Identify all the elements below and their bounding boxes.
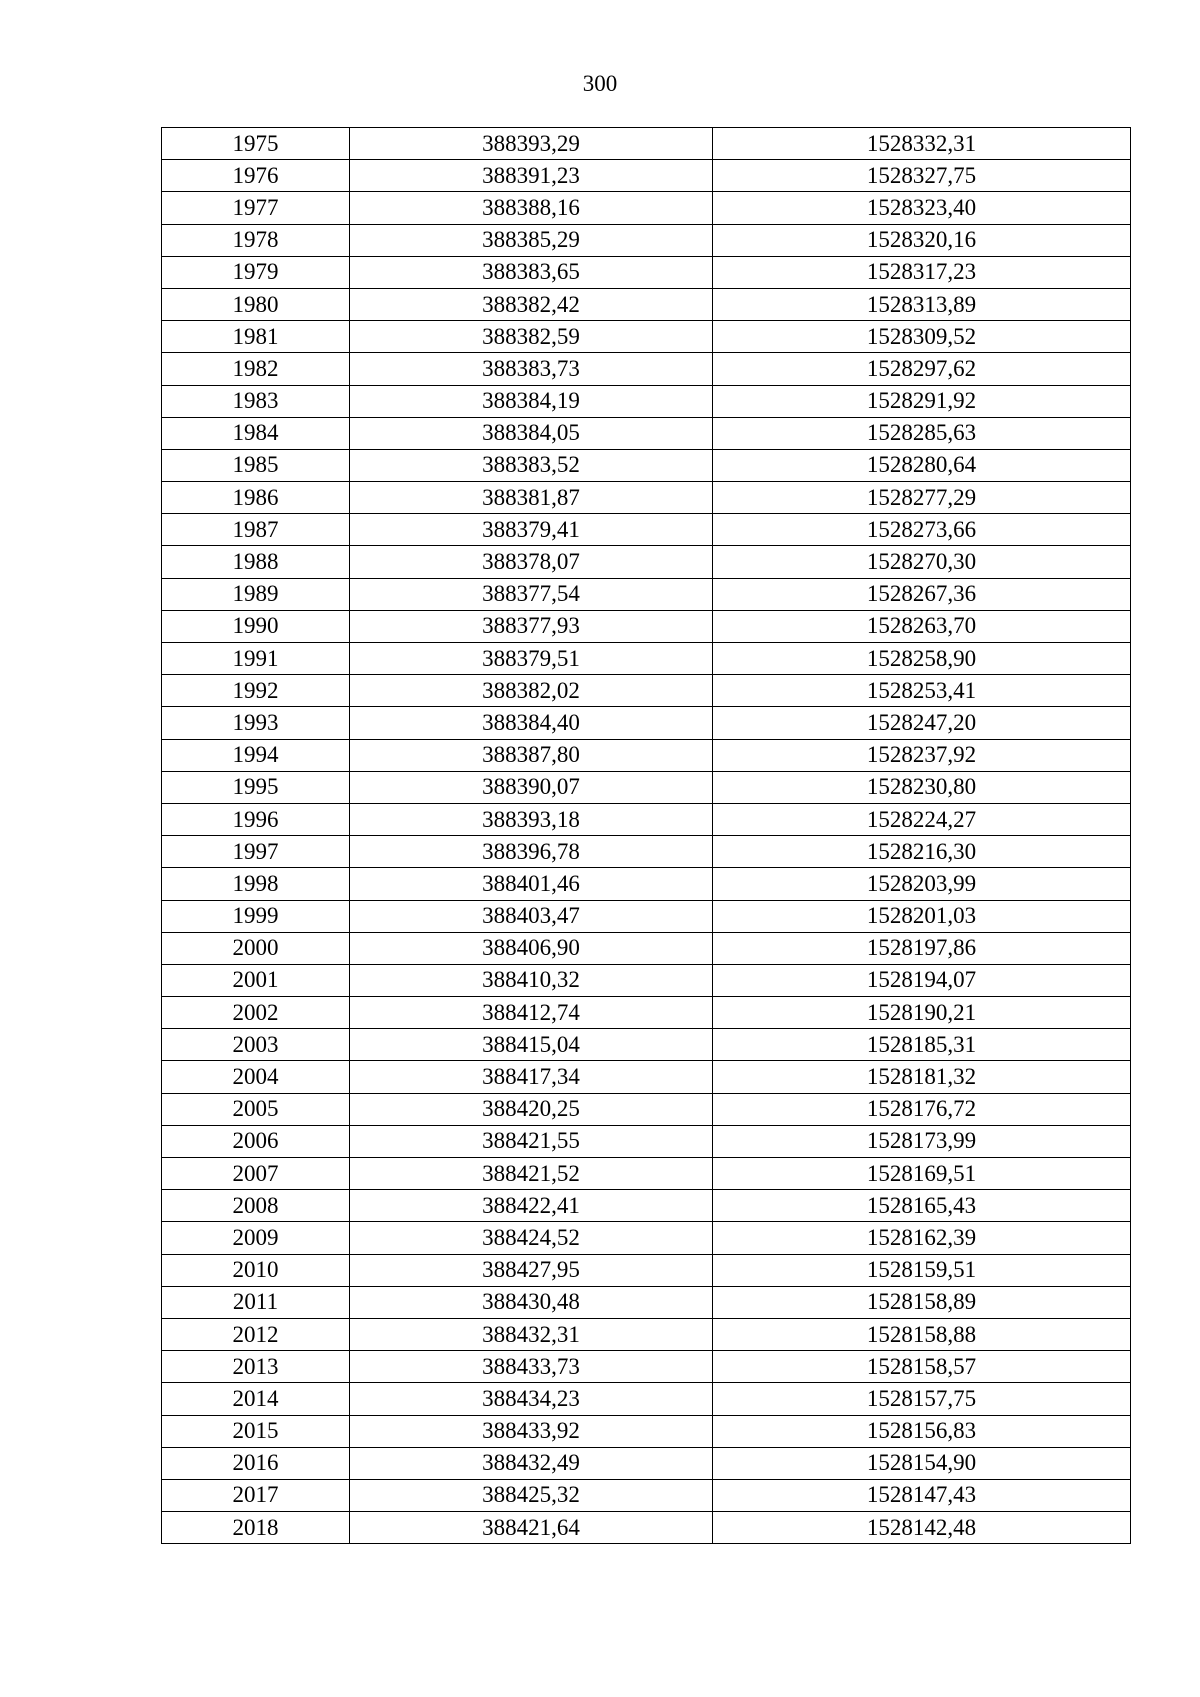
table-row bbox=[162, 514, 1131, 546]
point-number-cell: 2009 bbox=[162, 1222, 350, 1254]
table-row bbox=[162, 546, 1131, 578]
table-row bbox=[162, 707, 1131, 739]
x-coordinate-cell: 388383,73 bbox=[350, 353, 713, 385]
y-coordinate-cell: 1528159,51 bbox=[713, 1254, 1131, 1286]
table-row bbox=[162, 675, 1131, 707]
point-number-cell: 1992 bbox=[162, 675, 350, 707]
y-coordinate-cell: 1528313,89 bbox=[713, 288, 1131, 320]
table-row bbox=[162, 1447, 1131, 1479]
table-row bbox=[162, 1254, 1131, 1286]
x-coordinate-cell: 388382,42 bbox=[350, 288, 713, 320]
x-coordinate-cell: 388383,52 bbox=[350, 449, 713, 481]
y-coordinate-cell: 1528176,72 bbox=[713, 1093, 1131, 1125]
y-coordinate-cell: 1528285,63 bbox=[713, 417, 1131, 449]
table-row bbox=[162, 1093, 1131, 1125]
y-coordinate-cell: 1528309,52 bbox=[713, 321, 1131, 353]
y-coordinate-cell: 1528280,64 bbox=[713, 449, 1131, 481]
y-coordinate-cell: 1528158,57 bbox=[713, 1351, 1131, 1383]
point-number-cell: 2018 bbox=[162, 1512, 350, 1544]
table-row bbox=[162, 1415, 1131, 1447]
y-coordinate-cell: 1528317,23 bbox=[713, 256, 1131, 288]
point-number-cell: 1985 bbox=[162, 449, 350, 481]
table-row bbox=[162, 643, 1131, 675]
point-number-cell: 1990 bbox=[162, 610, 350, 642]
y-coordinate-cell: 1528267,36 bbox=[713, 578, 1131, 610]
point-number-cell: 2005 bbox=[162, 1093, 350, 1125]
x-coordinate-cell: 388417,34 bbox=[350, 1061, 713, 1093]
x-coordinate-cell: 388391,23 bbox=[350, 160, 713, 192]
y-coordinate-cell: 1528185,31 bbox=[713, 1029, 1131, 1061]
y-coordinate-cell: 1528323,40 bbox=[713, 192, 1131, 224]
y-coordinate-cell: 1528273,66 bbox=[713, 514, 1131, 546]
point-number-cell: 1997 bbox=[162, 836, 350, 868]
y-coordinate-cell: 1528197,86 bbox=[713, 932, 1131, 964]
y-coordinate-cell: 1528203,99 bbox=[713, 868, 1131, 900]
y-coordinate-cell: 1528253,41 bbox=[713, 675, 1131, 707]
x-coordinate-cell: 388427,95 bbox=[350, 1254, 713, 1286]
point-number-cell: 2017 bbox=[162, 1479, 350, 1511]
point-number-cell: 1978 bbox=[162, 224, 350, 256]
table-row bbox=[162, 1351, 1131, 1383]
table-row bbox=[162, 1286, 1131, 1318]
x-coordinate-cell: 388385,29 bbox=[350, 224, 713, 256]
table-row bbox=[162, 128, 1131, 160]
y-coordinate-cell: 1528247,20 bbox=[713, 707, 1131, 739]
point-number-cell: 1987 bbox=[162, 514, 350, 546]
y-coordinate-cell: 1528154,90 bbox=[713, 1447, 1131, 1479]
point-number-cell: 1975 bbox=[162, 128, 350, 160]
table-row bbox=[162, 964, 1131, 996]
point-number-cell: 2010 bbox=[162, 1254, 350, 1286]
x-coordinate-cell: 388393,29 bbox=[350, 128, 713, 160]
table-row bbox=[162, 224, 1131, 256]
y-coordinate-cell: 1528237,92 bbox=[713, 739, 1131, 771]
point-number-cell: 1984 bbox=[162, 417, 350, 449]
y-coordinate-cell: 1528173,99 bbox=[713, 1125, 1131, 1157]
point-number-cell: 1982 bbox=[162, 353, 350, 385]
point-number-cell: 2006 bbox=[162, 1125, 350, 1157]
table-row bbox=[162, 160, 1131, 192]
point-number-cell: 1994 bbox=[162, 739, 350, 771]
x-coordinate-cell: 388377,93 bbox=[350, 610, 713, 642]
point-number-cell: 1980 bbox=[162, 288, 350, 320]
table-row bbox=[162, 288, 1131, 320]
x-coordinate-cell: 388379,41 bbox=[350, 514, 713, 546]
table-row bbox=[162, 836, 1131, 868]
point-number-cell: 1998 bbox=[162, 868, 350, 900]
table-row bbox=[162, 1512, 1131, 1544]
x-coordinate-cell: 388384,05 bbox=[350, 417, 713, 449]
x-coordinate-cell: 388378,07 bbox=[350, 546, 713, 578]
table-row bbox=[162, 192, 1131, 224]
point-number-cell: 2008 bbox=[162, 1190, 350, 1222]
table-row bbox=[162, 803, 1131, 835]
x-coordinate-cell: 388432,31 bbox=[350, 1318, 713, 1350]
x-coordinate-cell: 388434,23 bbox=[350, 1383, 713, 1415]
y-coordinate-cell: 1528291,92 bbox=[713, 385, 1131, 417]
point-number-cell: 1977 bbox=[162, 192, 350, 224]
y-coordinate-cell: 1528165,43 bbox=[713, 1190, 1131, 1222]
point-number-cell: 1989 bbox=[162, 578, 350, 610]
y-coordinate-cell: 1528230,80 bbox=[713, 771, 1131, 803]
point-number-cell: 1996 bbox=[162, 803, 350, 835]
table-row bbox=[162, 1125, 1131, 1157]
x-coordinate-cell: 388406,90 bbox=[350, 932, 713, 964]
point-number-cell: 2003 bbox=[162, 1029, 350, 1061]
x-coordinate-cell: 388420,25 bbox=[350, 1093, 713, 1125]
point-number-cell: 1988 bbox=[162, 546, 350, 578]
x-coordinate-cell: 388433,73 bbox=[350, 1351, 713, 1383]
y-coordinate-cell: 1528181,32 bbox=[713, 1061, 1131, 1093]
x-coordinate-cell: 388387,80 bbox=[350, 739, 713, 771]
table-row bbox=[162, 417, 1131, 449]
table-row bbox=[162, 1029, 1131, 1061]
x-coordinate-cell: 388390,07 bbox=[350, 771, 713, 803]
coordinates-table bbox=[161, 127, 1131, 1544]
table-row bbox=[162, 353, 1131, 385]
x-coordinate-cell: 388415,04 bbox=[350, 1029, 713, 1061]
x-coordinate-cell: 388382,59 bbox=[350, 321, 713, 353]
point-number-cell: 2014 bbox=[162, 1383, 350, 1415]
x-coordinate-cell: 388424,52 bbox=[350, 1222, 713, 1254]
table-row bbox=[162, 578, 1131, 610]
x-coordinate-cell: 388382,02 bbox=[350, 675, 713, 707]
x-coordinate-cell: 388433,92 bbox=[350, 1415, 713, 1447]
y-coordinate-cell: 1528320,16 bbox=[713, 224, 1131, 256]
y-coordinate-cell: 1528158,89 bbox=[713, 1286, 1131, 1318]
y-coordinate-cell: 1528190,21 bbox=[713, 997, 1131, 1029]
x-coordinate-cell: 388410,32 bbox=[350, 964, 713, 996]
y-coordinate-cell: 1528277,29 bbox=[713, 482, 1131, 514]
y-coordinate-cell: 1528270,30 bbox=[713, 546, 1131, 578]
y-coordinate-cell: 1528224,27 bbox=[713, 803, 1131, 835]
y-coordinate-cell: 1528162,39 bbox=[713, 1222, 1131, 1254]
y-coordinate-cell: 1528297,62 bbox=[713, 353, 1131, 385]
table-row bbox=[162, 1222, 1131, 1254]
point-number-cell: 2015 bbox=[162, 1415, 350, 1447]
point-number-cell: 2012 bbox=[162, 1318, 350, 1350]
x-coordinate-cell: 388381,87 bbox=[350, 482, 713, 514]
point-number-cell: 1986 bbox=[162, 482, 350, 514]
y-coordinate-cell: 1528158,88 bbox=[713, 1318, 1131, 1350]
point-number-cell: 1976 bbox=[162, 160, 350, 192]
x-coordinate-cell: 388421,52 bbox=[350, 1158, 713, 1190]
y-coordinate-cell: 1528157,75 bbox=[713, 1383, 1131, 1415]
x-coordinate-cell: 388422,41 bbox=[350, 1190, 713, 1222]
x-coordinate-cell: 388396,78 bbox=[350, 836, 713, 868]
table-row bbox=[162, 482, 1131, 514]
table-row bbox=[162, 1318, 1131, 1350]
table-row bbox=[162, 739, 1131, 771]
x-coordinate-cell: 388388,16 bbox=[350, 192, 713, 224]
x-coordinate-cell: 388432,49 bbox=[350, 1447, 713, 1479]
table-row bbox=[162, 1190, 1131, 1222]
point-number-cell: 2011 bbox=[162, 1286, 350, 1318]
x-coordinate-cell: 388384,40 bbox=[350, 707, 713, 739]
x-coordinate-cell: 388393,18 bbox=[350, 803, 713, 835]
table-row bbox=[162, 997, 1131, 1029]
table-row bbox=[162, 900, 1131, 932]
point-number-cell: 2004 bbox=[162, 1061, 350, 1093]
x-coordinate-cell: 388425,32 bbox=[350, 1479, 713, 1511]
point-number-cell: 1983 bbox=[162, 385, 350, 417]
table-row bbox=[162, 1383, 1131, 1415]
x-coordinate-cell: 388403,47 bbox=[350, 900, 713, 932]
table-row bbox=[162, 771, 1131, 803]
table-row bbox=[162, 610, 1131, 642]
x-coordinate-cell: 388430,48 bbox=[350, 1286, 713, 1318]
point-number-cell: 1993 bbox=[162, 707, 350, 739]
point-number-cell: 2016 bbox=[162, 1447, 350, 1479]
x-coordinate-cell: 388379,51 bbox=[350, 643, 713, 675]
x-coordinate-cell: 388412,74 bbox=[350, 997, 713, 1029]
table-row bbox=[162, 1061, 1131, 1093]
page-number: 300 bbox=[582, 71, 618, 96]
y-coordinate-cell: 1528263,70 bbox=[713, 610, 1131, 642]
y-coordinate-cell: 1528201,03 bbox=[713, 900, 1131, 932]
x-coordinate-cell: 388401,46 bbox=[350, 868, 713, 900]
point-number-cell: 1991 bbox=[162, 643, 350, 675]
point-number-cell: 2007 bbox=[162, 1158, 350, 1190]
table-row bbox=[162, 868, 1131, 900]
y-coordinate-cell: 1528142,48 bbox=[713, 1512, 1131, 1544]
table-row bbox=[162, 321, 1131, 353]
y-coordinate-cell: 1528258,90 bbox=[713, 643, 1131, 675]
x-coordinate-cell: 388421,64 bbox=[350, 1512, 713, 1544]
x-coordinate-cell: 388421,55 bbox=[350, 1125, 713, 1157]
table-row bbox=[162, 932, 1131, 964]
point-number-cell: 1981 bbox=[162, 321, 350, 353]
x-coordinate-cell: 388377,54 bbox=[350, 578, 713, 610]
coordinates-table-body bbox=[162, 128, 1131, 1544]
y-coordinate-cell: 1528147,43 bbox=[713, 1479, 1131, 1511]
y-coordinate-cell: 1528332,31 bbox=[713, 128, 1131, 160]
y-coordinate-cell: 1528327,75 bbox=[713, 160, 1131, 192]
table-row bbox=[162, 1479, 1131, 1511]
y-coordinate-cell: 1528169,51 bbox=[713, 1158, 1131, 1190]
y-coordinate-cell: 1528216,30 bbox=[713, 836, 1131, 868]
point-number-cell: 1995 bbox=[162, 771, 350, 803]
table-row bbox=[162, 1158, 1131, 1190]
table-row bbox=[162, 449, 1131, 481]
table-row bbox=[162, 385, 1131, 417]
x-coordinate-cell: 388384,19 bbox=[350, 385, 713, 417]
y-coordinate-cell: 1528194,07 bbox=[713, 964, 1131, 996]
table-row bbox=[162, 256, 1131, 288]
point-number-cell: 2001 bbox=[162, 964, 350, 996]
point-number-cell: 2002 bbox=[162, 997, 350, 1029]
point-number-cell: 1979 bbox=[162, 256, 350, 288]
point-number-cell: 2013 bbox=[162, 1351, 350, 1383]
x-coordinate-cell: 388383,65 bbox=[350, 256, 713, 288]
point-number-cell: 1999 bbox=[162, 900, 350, 932]
y-coordinate-cell: 1528156,83 bbox=[713, 1415, 1131, 1447]
point-number-cell: 2000 bbox=[162, 932, 350, 964]
